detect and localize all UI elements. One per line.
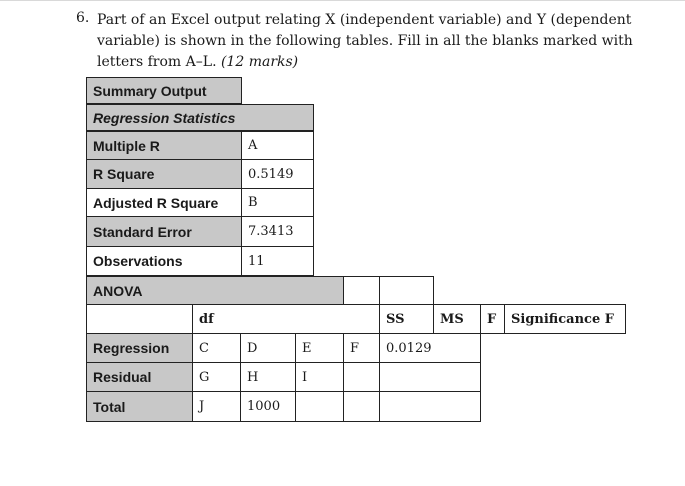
anova-blank-cell xyxy=(343,276,380,305)
regression-significance-cell[interactable]: 0.0129 xyxy=(379,333,481,363)
total-ss-cell[interactable]: 1000 xyxy=(240,391,296,422)
r-square-label: R Square xyxy=(86,159,242,189)
df-header: df xyxy=(192,304,380,334)
question-line-2: variable) is shown in the following tables. Fill in all the blanks marked with xyxy=(97,33,633,49)
regression-f-cell[interactable]: F xyxy=(343,333,380,363)
observations-label: Observations xyxy=(86,246,242,276)
anova-title: ANOVA xyxy=(86,276,344,305)
total-f-cell[interactable] xyxy=(343,391,380,422)
regression-label: Regression xyxy=(86,333,193,363)
question-line-3-text: letters from A–L. xyxy=(97,54,221,70)
residual-significance-cell[interactable] xyxy=(379,362,481,392)
question-number: 6. xyxy=(76,10,90,26)
observations-value[interactable]: 11 xyxy=(241,246,314,276)
r-square-value[interactable]: 0.5149 xyxy=(241,159,314,189)
standard-error-value[interactable]: 7.3413 xyxy=(241,216,314,247)
total-label: Total xyxy=(86,391,193,422)
regression-statistics-header: Regression Statistics xyxy=(86,104,314,131)
residual-df-cell[interactable]: G xyxy=(192,362,241,392)
regression-df-cell[interactable]: C xyxy=(192,333,241,363)
ms-header: MS xyxy=(433,304,481,334)
anova-blank-cell xyxy=(379,276,434,305)
residual-label: Residual xyxy=(86,362,193,392)
residual-f-cell[interactable] xyxy=(343,362,380,392)
regression-ms-cell[interactable]: E xyxy=(295,333,344,363)
question-marks: (12 marks) xyxy=(220,54,299,70)
top-divider xyxy=(0,0,685,1)
f-header: F xyxy=(480,304,505,334)
ss-header: SS xyxy=(379,304,434,334)
total-df-cell[interactable]: J xyxy=(192,391,241,422)
multiple-r-label: Multiple R xyxy=(86,131,242,160)
header-blank-cell xyxy=(86,304,193,334)
adjusted-r-square-label: Adjusted R Square xyxy=(86,188,242,217)
significance-f-header: Significance F xyxy=(504,304,626,334)
summary-output-title: Summary Output xyxy=(86,77,242,104)
regression-ss-cell[interactable]: D xyxy=(240,333,296,363)
question-line-3 xyxy=(97,52,637,73)
total-ms-cell[interactable] xyxy=(295,391,344,422)
question-line-1: Part of an Excel output relating X (independent variable) and Y (dependent xyxy=(97,12,632,28)
residual-ss-cell[interactable]: H xyxy=(240,362,296,392)
adjusted-r-square-value[interactable]: B xyxy=(241,188,314,217)
total-significance-cell[interactable] xyxy=(379,391,481,422)
residual-ms-cell[interactable]: I xyxy=(295,362,344,392)
multiple-r-value[interactable]: A xyxy=(241,131,314,160)
standard-error-label: Standard Error xyxy=(86,216,242,247)
